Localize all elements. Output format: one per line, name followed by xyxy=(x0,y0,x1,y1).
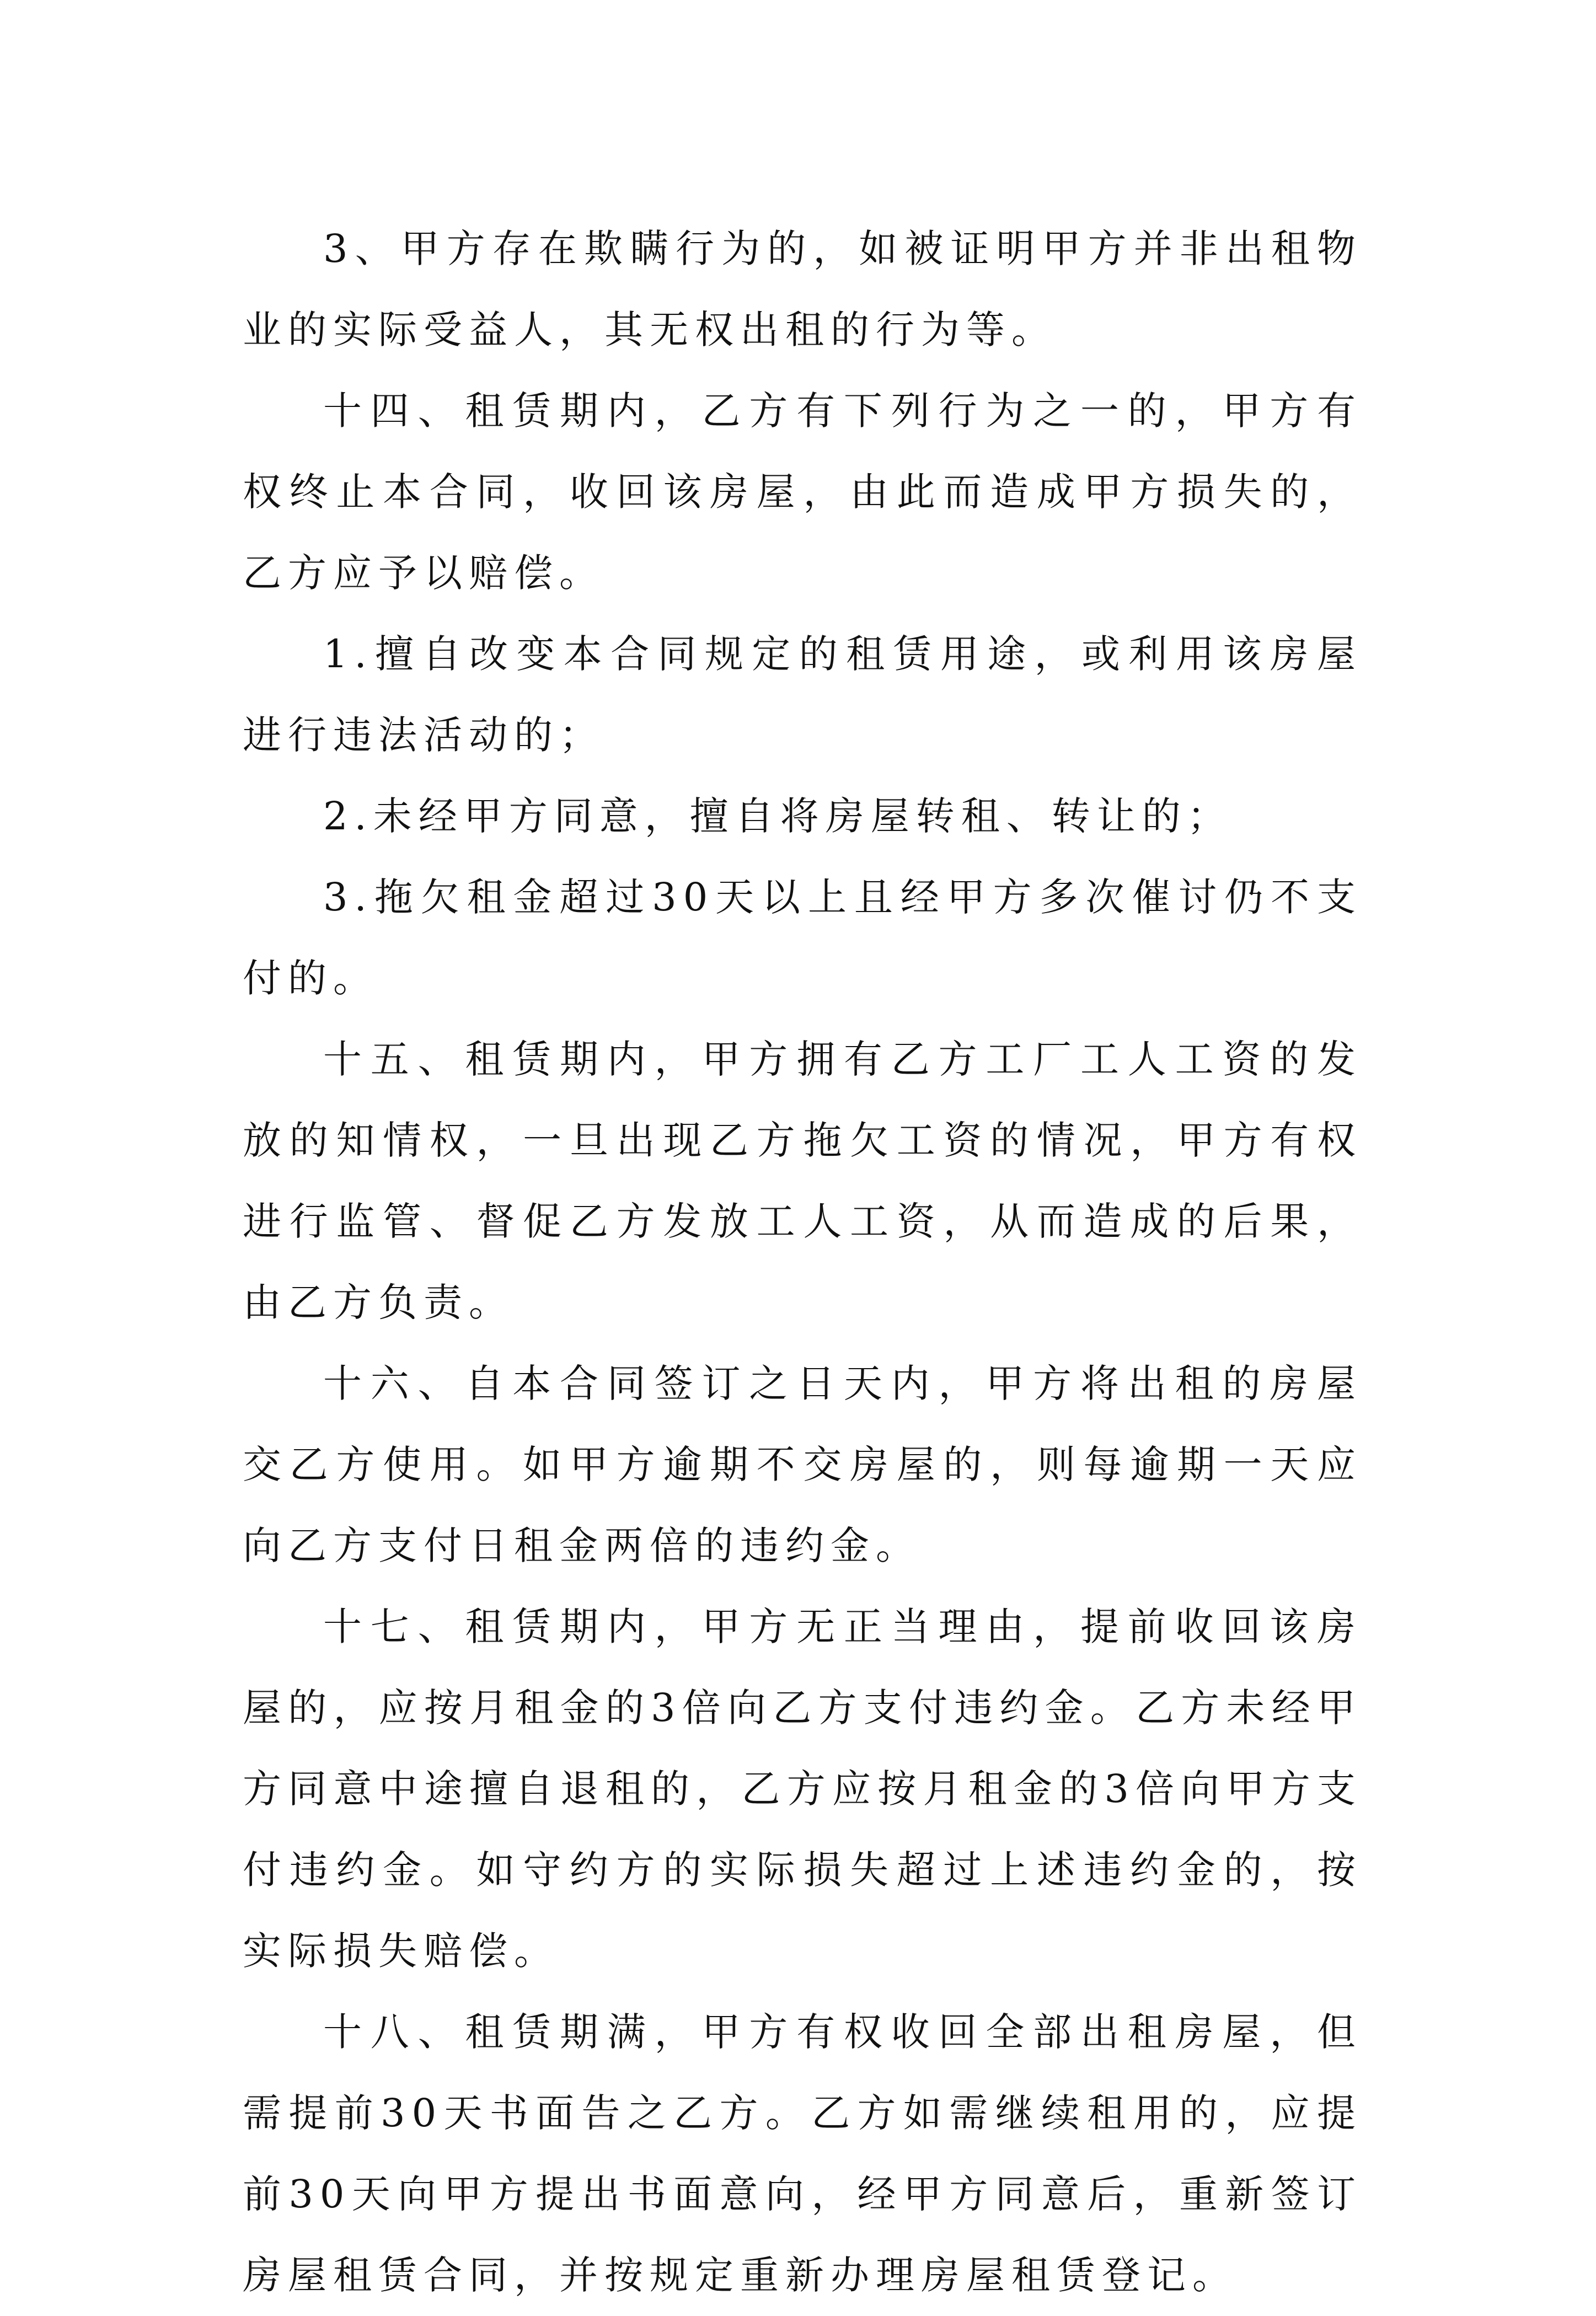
paragraph-clause-14-item-3: 3.拖欠租金超过30天以上且经甲方多次催讨仍不支付的。 xyxy=(243,875,1362,1001)
paragraph-clause-18: 十八、租赁期满，甲方有权收回全部出租房屋，但需提前30天书面告之乙方。乙方如需继续租用的，应提前30天向甲方提出书面意向，经甲方同意后，重新签订房屋租赁合同，并按规定重新办理房屋租赁登记。 xyxy=(243,2009,1362,2298)
paragraph-clause-13-item-3: 3、甲方存在欺瞒行为的，如被证明甲方并非出租物业的实际受益人，其无权出租的行为等。 xyxy=(243,226,1362,352)
document-body xyxy=(243,208,1362,2316)
paragraph-clause-15: 十五、租赁期内，甲方拥有乙方工厂工人工资的发放的知情权，一旦出现乙方拖欠工资的情况，甲方有权进行监管、督促乙方发放工人工资，从而造成的后果，由乙方负责。 xyxy=(243,1037,1362,1325)
paragraph-clause-14-item-1: 1.擅自改变本合同规定的租赁用途，或利用该房屋进行违法活动的； xyxy=(243,631,1362,758)
paragraph-clause-17: 十七、租赁期内，甲方无正当理由，提前收回该房屋的，应按月租金的3倍向乙方支付违约金。乙方未经甲方同意中途擅自退租的，乙方应按月租金的3倍向甲方支付违约金。如守约方的实际损失超过上述违约金的，按实际损失赔偿。 xyxy=(243,1604,1362,1974)
paragraph-clause-14: 十四、租赁期内，乙方有下列行为之一的，甲方有权终止本合同，收回该房屋，由此而造成甲方损失的，乙方应予以赔偿。 xyxy=(243,388,1362,596)
paragraph-clause-16: 十六、自本合同签订之日天内，甲方将出租的房屋交乙方使用。如甲方逾期不交房屋的，则每逾期一天应向乙方支付日租金两倍的违约金。 xyxy=(243,1361,1362,1568)
paragraph-clause-14-item-2: 2.未经甲方同意，擅自将房屋转租、转让的； xyxy=(323,794,1233,839)
